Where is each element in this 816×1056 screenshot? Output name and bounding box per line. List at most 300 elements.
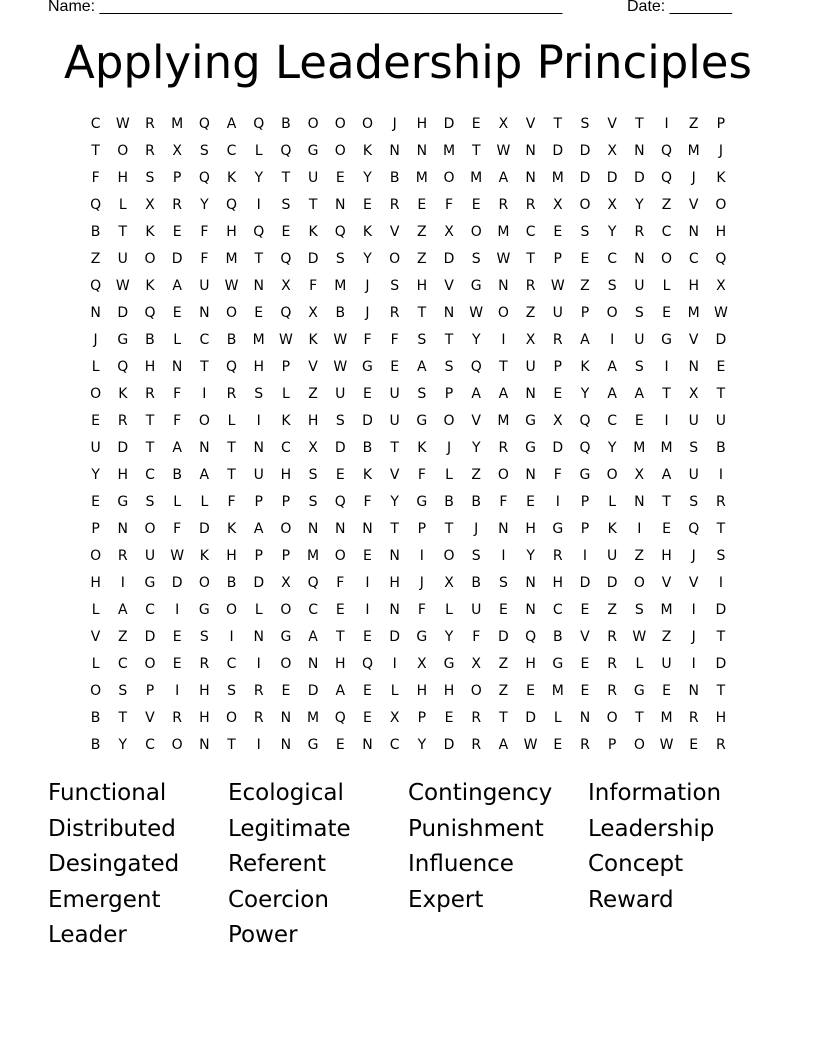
grid-letter: D: [606, 170, 618, 186]
grid-letter: D: [715, 602, 727, 618]
grid-letter: N: [634, 494, 645, 510]
grid-letter: O: [144, 521, 156, 537]
grid-letter: I: [555, 494, 560, 510]
grid-letter: T: [635, 710, 644, 726]
grid-letter: I: [664, 116, 669, 132]
grid-letter: E: [172, 656, 182, 672]
grid-letter: D: [443, 737, 455, 753]
grid-row: [82, 140, 735, 167]
grid-letter: M: [660, 710, 673, 726]
grid-letter: P: [580, 305, 590, 321]
grid-letter: U: [307, 170, 319, 186]
grid-letter: Z: [580, 278, 590, 294]
grid-letter: L: [227, 413, 236, 429]
grid-letter: W: [333, 332, 348, 348]
grid-letter: G: [470, 278, 482, 294]
letter-grid: [82, 113, 735, 761]
grid-letter: U: [471, 602, 482, 618]
grid-letter: X: [444, 575, 454, 591]
grid-letter: C: [661, 224, 672, 240]
grid-letter: X: [172, 143, 182, 159]
word-bank-item: Emergent: [48, 886, 161, 913]
date-field-label: Date: _______: [627, 0, 732, 15]
grid-letter: B: [90, 224, 101, 240]
grid-letter: W: [496, 251, 511, 267]
grid-letter: E: [444, 710, 454, 726]
grid-letter: G: [307, 143, 319, 159]
grid-letter: G: [633, 683, 645, 699]
grid-letter: T: [145, 440, 155, 456]
grid-letter: S: [145, 170, 155, 186]
grid-letter: Q: [253, 224, 265, 240]
grid-letter: Y: [118, 737, 128, 753]
grid-letter: D: [389, 629, 401, 645]
grid-letter: I: [229, 629, 234, 645]
grid-letter: I: [691, 602, 696, 618]
grid-letter: T: [254, 251, 263, 267]
grid-letter: R: [716, 737, 726, 753]
grid-letter: H: [443, 683, 455, 699]
grid-letter: T: [227, 467, 236, 483]
word-bank-item: Distributed: [48, 815, 176, 842]
grid-letter: S: [145, 494, 155, 510]
grid-row: [82, 653, 735, 680]
word-bank-item: Reward: [588, 886, 674, 913]
grid-letter: D: [117, 305, 129, 321]
grid-letter: D: [498, 629, 509, 645]
grid-letter: E: [689, 737, 699, 753]
grid-letter: T: [118, 224, 128, 240]
grid-letter: R: [117, 548, 128, 564]
grid-letter: P: [281, 359, 291, 375]
word-bank-item: Referent: [228, 851, 327, 878]
grid-letter: X: [308, 440, 318, 456]
grid-letter: U: [688, 413, 699, 429]
grid-letter: P: [553, 359, 562, 375]
grid-letter: I: [256, 737, 261, 753]
grid-row: [82, 329, 735, 356]
grid-letter: N: [253, 440, 264, 456]
grid-letter: H: [525, 656, 536, 672]
grid-letter: Y: [471, 440, 481, 456]
word-bank-item: Concept: [588, 851, 684, 878]
grid-letter: F: [336, 575, 345, 591]
grid-letter: K: [145, 224, 155, 240]
grid-letter: D: [579, 170, 591, 186]
grid-letter: K: [362, 224, 373, 240]
grid-letter: X: [281, 575, 291, 591]
grid-letter: R: [471, 710, 482, 726]
grid-letter: Q: [226, 359, 238, 375]
grid-letter: L: [91, 359, 100, 375]
grid-letter: L: [445, 602, 453, 618]
grid-letter: Q: [334, 710, 346, 726]
grid-letter: O: [117, 143, 129, 159]
grid-letter: T: [716, 386, 726, 402]
grid-letter: N: [498, 521, 509, 537]
grid-letter: N: [634, 143, 645, 159]
grid-letter: D: [171, 251, 183, 267]
grid-letter: E: [363, 683, 372, 699]
grid-letter: E: [390, 359, 400, 375]
grid-letter: W: [333, 359, 348, 375]
grid-letter: E: [580, 683, 590, 699]
grid-letter: Q: [90, 278, 102, 294]
grid-letter: S: [634, 602, 644, 618]
grid-letter: O: [280, 656, 292, 672]
grid-letter: G: [661, 332, 672, 348]
grid-letter: N: [525, 467, 536, 483]
grid-row: [82, 626, 735, 653]
grid-letter: R: [389, 305, 400, 321]
grid-letter: J: [365, 278, 370, 294]
grid-letter: I: [365, 602, 370, 618]
grid-letter: N: [389, 548, 400, 564]
grid-letter: D: [552, 143, 564, 159]
grid-row: [82, 194, 735, 221]
grid-letter: W: [115, 116, 130, 132]
word-bank-item: Punishment: [408, 815, 544, 842]
grid-letter: X: [607, 197, 617, 213]
grid-letter: T: [662, 386, 671, 402]
grid-letter: R: [226, 386, 237, 402]
grid-letter: G: [362, 359, 373, 375]
grid-letter: O: [226, 710, 238, 726]
grid-row: [82, 410, 735, 437]
grid-letter: Q: [525, 629, 537, 645]
grid-letter: C: [281, 440, 291, 456]
grid-letter: N: [253, 629, 264, 645]
word-bank: [48, 780, 768, 958]
grid-letter: E: [471, 116, 481, 132]
grid-letter: R: [253, 710, 264, 726]
grid-letter: F: [91, 170, 100, 186]
grid-letter: O: [715, 197, 727, 213]
grid-letter: G: [552, 656, 564, 672]
grid-letter: N: [498, 278, 509, 294]
grid-letter: P: [580, 494, 590, 510]
grid-letter: A: [607, 386, 617, 402]
grid-letter: Z: [688, 116, 699, 132]
grid-letter: C: [389, 737, 400, 753]
grid-letter: K: [580, 359, 590, 375]
grid-letter: B: [471, 575, 482, 591]
grid-letter: D: [144, 629, 156, 645]
grid-letter: A: [661, 467, 672, 483]
grid-letter: E: [363, 386, 372, 402]
grid-letter: Q: [144, 305, 156, 321]
grid-letter: U: [688, 467, 699, 483]
grid-letter: C: [226, 656, 237, 672]
grid-letter: I: [582, 548, 588, 564]
grid-letter: R: [552, 548, 563, 564]
grid-letter: D: [117, 440, 129, 456]
grid-letter: Y: [363, 251, 372, 267]
grid-letter: O: [334, 548, 346, 564]
grid-letter: H: [253, 359, 264, 375]
grid-letter: I: [120, 575, 125, 591]
grid-letter: Y: [635, 197, 644, 213]
grid-letter: W: [659, 737, 674, 753]
grid-letter: R: [172, 197, 183, 213]
grid-letter: X: [525, 332, 536, 348]
grid-letter: F: [363, 494, 372, 510]
grid-letter: N: [171, 359, 183, 375]
grid-letter: X: [417, 656, 427, 672]
grid-letter: Z: [661, 629, 672, 645]
grid-letter: I: [610, 332, 615, 348]
grid-letter: F: [173, 386, 182, 402]
grid-letter: R: [716, 494, 726, 510]
grid-letter: D: [579, 575, 591, 591]
grid-letter: O: [334, 116, 346, 132]
grid-letter: E: [335, 737, 345, 753]
grid-letter: B: [281, 116, 291, 132]
grid-letter: Y: [363, 170, 372, 186]
grid-letter: P: [580, 521, 590, 537]
grid-letter: V: [580, 629, 590, 645]
grid-letter: O: [579, 197, 591, 213]
grid-letter: P: [281, 494, 291, 510]
grid-letter: X: [281, 278, 291, 294]
grid-letter: R: [498, 440, 509, 456]
grid-letter: I: [718, 575, 723, 591]
grid-letter: E: [254, 305, 264, 321]
grid-letter: V: [471, 413, 481, 429]
grid-row: [82, 113, 735, 140]
grid-letter: T: [308, 197, 318, 213]
grid-letter: O: [443, 413, 455, 429]
grid-letter: V: [525, 116, 536, 132]
grid-letter: I: [718, 467, 723, 483]
grid-letter: Q: [198, 116, 210, 132]
grid-letter: I: [501, 548, 506, 564]
grid-letter: H: [307, 413, 319, 429]
grid-letter: T: [526, 251, 535, 267]
grid-letter: R: [145, 386, 155, 402]
grid-letter: E: [553, 224, 563, 240]
grid-letter: D: [525, 710, 536, 726]
grid-letter: A: [498, 386, 509, 402]
grid-letter: D: [362, 413, 373, 429]
grid-letter: R: [253, 683, 264, 699]
grid-letter: N: [280, 737, 292, 753]
grid-row: [82, 545, 735, 572]
grid-letter: H: [661, 548, 672, 564]
grid-letter: C: [552, 602, 563, 618]
word-bank-item: Information: [588, 780, 722, 806]
grid-letter: Z: [90, 251, 101, 267]
grid-letter: H: [226, 548, 237, 564]
grid-letter: J: [691, 170, 696, 186]
grid-letter: R: [498, 197, 509, 213]
grid-letter: S: [689, 440, 699, 456]
grid-letter: D: [606, 575, 618, 591]
grid-letter: H: [280, 467, 292, 483]
grid-letter: L: [254, 143, 263, 159]
grid-row: [82, 518, 735, 545]
grid-letter: R: [580, 737, 590, 753]
grid-letter: U: [253, 467, 264, 483]
grid-letter: F: [173, 521, 182, 537]
grid-letter: T: [227, 737, 236, 753]
grid-letter: B: [444, 494, 454, 510]
grid-letter: H: [715, 224, 727, 240]
grid-letter: T: [281, 170, 291, 186]
word-bank-item: Contingency: [408, 780, 553, 806]
grid-letter: M: [551, 683, 564, 699]
grid-letter: B: [335, 305, 346, 321]
grid-letter: E: [498, 602, 508, 618]
grid-letter: X: [634, 467, 645, 483]
grid-letter: Q: [579, 413, 591, 429]
grid-letter: Z: [498, 683, 509, 699]
grid-letter: M: [470, 170, 483, 186]
grid-row: [82, 599, 735, 626]
grid-letter: A: [226, 116, 237, 132]
grid-letter: M: [497, 413, 510, 429]
grid-letter: Q: [226, 197, 238, 213]
grid-letter: E: [471, 197, 481, 213]
grid-letter: B: [471, 494, 482, 510]
grid-letter: K: [308, 332, 318, 348]
grid-letter: C: [199, 332, 210, 348]
grid-letter: X: [444, 224, 454, 240]
grid-letter: I: [664, 359, 669, 375]
grid-letter: Y: [444, 629, 454, 645]
grid-letter: H: [117, 467, 129, 483]
grid-letter: P: [553, 251, 562, 267]
grid-letter: N: [634, 251, 645, 267]
grid-letter: T: [662, 494, 671, 510]
grid-letter: S: [417, 332, 427, 348]
grid-row: [82, 167, 735, 194]
grid-letter: D: [307, 251, 319, 267]
grid-letter: U: [335, 386, 346, 402]
grid-letter: R: [607, 683, 618, 699]
grid-letter: F: [227, 494, 236, 510]
grid-letter: D: [715, 656, 727, 672]
grid-letter: U: [90, 440, 101, 456]
grid-letter: D: [715, 332, 727, 348]
grid-letter: G: [117, 332, 129, 348]
grid-letter: X: [308, 305, 318, 321]
grid-letter: R: [117, 413, 128, 429]
grid-letter: Y: [607, 440, 617, 456]
grid-letter: U: [117, 251, 128, 267]
grid-letter: Q: [253, 116, 265, 132]
grid-letter: R: [172, 710, 183, 726]
grid-letter: G: [525, 440, 537, 456]
grid-letter: M: [171, 116, 184, 132]
grid-letter: M: [307, 548, 320, 564]
grid-letter: O: [334, 143, 346, 159]
grid-letter: G: [579, 467, 591, 483]
grid-letter: P: [444, 386, 454, 402]
grid-letter: Z: [308, 386, 318, 402]
grid-letter: F: [553, 467, 562, 483]
grid-letter: H: [416, 116, 428, 132]
grid-letter: F: [472, 629, 481, 645]
grid-letter: U: [144, 548, 156, 564]
grid-letter: R: [688, 710, 699, 726]
grid-letter: U: [634, 278, 645, 294]
grid-letter: E: [662, 305, 671, 321]
grid-letter: S: [227, 683, 236, 699]
grid-letter: M: [660, 440, 673, 456]
grid-letter: X: [716, 278, 726, 294]
grid-letter: U: [389, 386, 400, 402]
grid-letter: E: [553, 386, 563, 402]
grid-letter: L: [390, 683, 399, 699]
grid-letter: T: [444, 521, 454, 537]
grid-row: [82, 383, 735, 410]
grid-letter: R: [607, 656, 618, 672]
grid-letter: B: [90, 737, 101, 753]
grid-letter: K: [362, 467, 373, 483]
grid-letter: P: [281, 548, 291, 564]
grid-letter: B: [172, 467, 182, 483]
grid-letter: L: [173, 494, 182, 510]
grid-letter: T: [716, 683, 726, 699]
grid-row: [82, 302, 735, 329]
grid-letter: S: [580, 116, 590, 132]
grid-row: [82, 437, 735, 464]
grid-letter: T: [716, 521, 726, 537]
grid-letter: A: [172, 278, 182, 294]
grid-letter: O: [171, 737, 183, 753]
grid-letter: Q: [715, 251, 727, 267]
grid-letter: N: [117, 521, 129, 537]
grid-letter: J: [93, 332, 98, 348]
grid-letter: P: [172, 170, 182, 186]
grid-letter: F: [309, 278, 318, 294]
grid-letter: O: [606, 467, 618, 483]
grid-letter: O: [633, 575, 645, 591]
grid-letter: C: [90, 116, 101, 132]
grid-letter: I: [419, 548, 424, 564]
grid-row: [82, 464, 735, 491]
grid-letter: T: [716, 629, 726, 645]
grid-letter: T: [118, 710, 128, 726]
grid-letter: V: [308, 359, 318, 375]
grid-letter: V: [90, 629, 101, 645]
grid-letter: O: [198, 575, 210, 591]
grid-letter: Z: [471, 467, 482, 483]
grid-letter: T: [227, 440, 236, 456]
grid-letter: O: [280, 602, 292, 618]
grid-letter: T: [336, 629, 345, 645]
grid-letter: N: [416, 143, 428, 159]
grid-letter: N: [525, 170, 536, 186]
grid-letter: O: [661, 251, 673, 267]
grid-letter: T: [145, 413, 155, 429]
grid-letter: O: [606, 710, 618, 726]
word-bank-item: Influence: [408, 851, 514, 878]
grid-letter: M: [687, 305, 700, 321]
grid-letter: I: [501, 332, 506, 348]
grid-letter: Q: [334, 224, 346, 240]
grid-letter: R: [607, 629, 618, 645]
grid-letter: H: [389, 575, 400, 591]
grid-row: [82, 491, 735, 518]
grid-letter: A: [634, 386, 645, 402]
grid-letter: I: [256, 413, 261, 429]
grid-letter: T: [499, 359, 508, 375]
grid-letter: Z: [634, 548, 645, 564]
grid-letter: T: [553, 116, 563, 132]
grid-letter: R: [389, 197, 400, 213]
